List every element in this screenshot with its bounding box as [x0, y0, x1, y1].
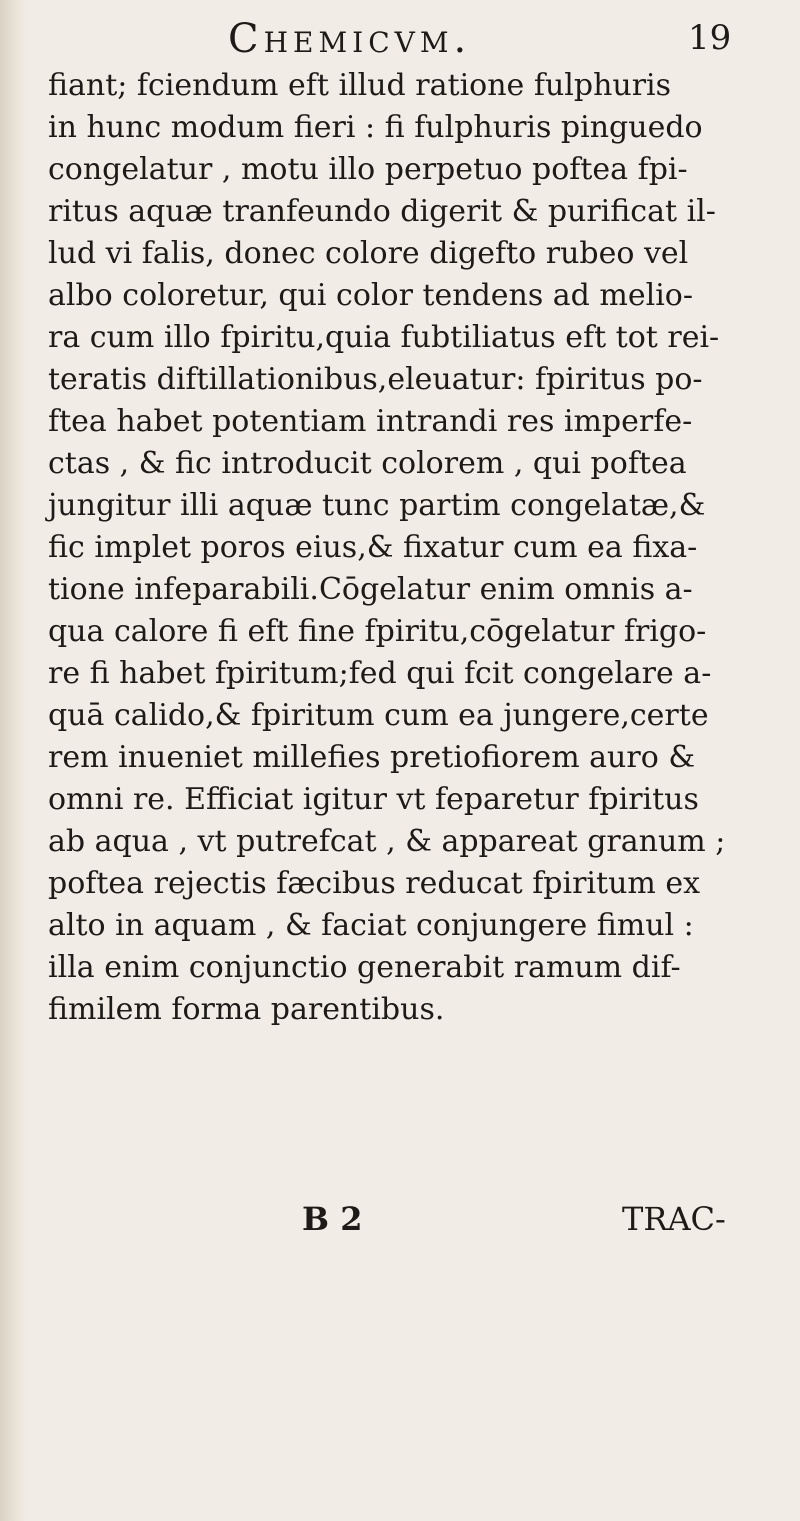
text-line: ab aqua , vt putrefcat , & appareat granum ;	[48, 824, 726, 859]
text-line: jungitur illi aquæ tunc partim congelatæ,&	[48, 488, 706, 523]
text-line: fimilem forma parentibus.	[48, 992, 445, 1027]
text-line: omni re. Efficiat igitur vt feparetur fpiritus	[48, 782, 699, 817]
text-line: albo coloretur, qui color tendens ad melio-	[48, 278, 693, 313]
text-line: illa enim conjunctio generabit ramum dif-	[48, 950, 681, 985]
text-line: quā calido,& fpiritum cum ea jungere,certe	[48, 698, 709, 733]
text-line: in hunc modum fieri : fi fulphuris pinguedo	[48, 110, 703, 145]
text-line: qua calore fi eft fine fpiritu,cōgelatur frigo-	[48, 614, 707, 649]
text-line: fic implet poros eius,& fixatur cum ea fixa-	[48, 530, 698, 565]
text-line: fiant; fciendum eft illud ratione fulphuris	[48, 68, 672, 103]
running-title: Chemicvm.	[228, 16, 472, 62]
binding-gutter	[0, 0, 26, 1521]
text-line: poftea rejectis fæcibus reducat fpiritum ex	[48, 866, 701, 901]
text-line: tione infeparabili.Cōgelatur enim omnis a-	[48, 572, 693, 607]
page-header	[0, 12, 800, 62]
text-line: congelatur , motu illo perpetuo poftea fpi-	[48, 152, 688, 187]
signature-mark: B 2	[302, 1200, 363, 1238]
text-line: ctas , & fic introducit colorem , qui poftea	[48, 446, 687, 481]
text-line: ftea habet potentiam intrandi res imperfe-	[48, 404, 693, 439]
text-line: alto in aquam , & faciat conjungere fimul :	[48, 908, 694, 943]
text-line: teratis diftillationibus,eleuatur: fpiritus po-	[48, 362, 703, 397]
text-line: re fi habet fpiritum;fed qui fcit congelare a-	[48, 656, 712, 691]
text-line: rem inueniet millefies pretiofiorem auro &	[48, 740, 696, 775]
text-line: lud vi falis, donec colore digefto rubeo vel	[48, 236, 689, 271]
text-line: ritus aquæ tranfeundo digerit & purificat il-	[48, 194, 716, 229]
page-number: 19	[688, 18, 732, 58]
text-line: ra cum illo fpiritu,quia fubtiliatus eft tot rei-	[48, 320, 720, 355]
catchword: TRAC-	[622, 1200, 726, 1238]
page-footer	[0, 1200, 800, 1250]
